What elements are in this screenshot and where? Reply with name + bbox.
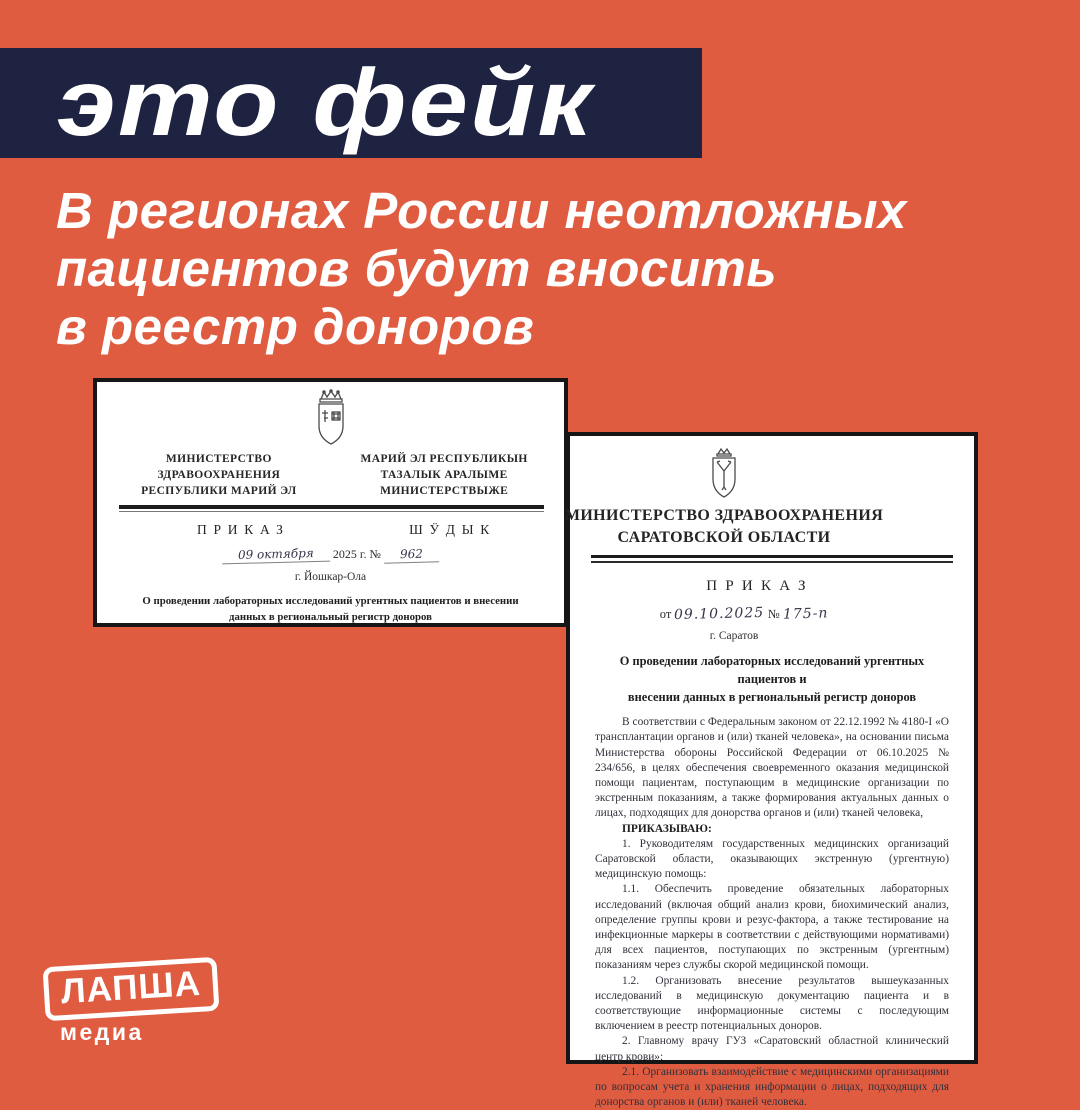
handwritten-order-number: 175-п — [782, 605, 829, 623]
mari-el-coat-of-arms-icon — [308, 388, 354, 448]
header-divider-rule — [119, 505, 544, 512]
order-date-line — [567, 606, 921, 622]
ministry-name-russian: МИНИСТЕРСТВО ЗДРАВООХРАНЕНИЯ РЕСПУБЛИКИ МАРИЙ ЭЛ — [141, 453, 297, 498]
doc-header-columns — [97, 448, 564, 499]
city-line: г. Саратов — [709, 630, 759, 643]
saratov-coat-of-arms-icon — [704, 447, 744, 503]
fake-verdict-banner — [0, 48, 702, 158]
date-prefix: от — [659, 607, 672, 622]
order-item-2-1: 2.1. Организовать взаимодействие с медицинскими организациями по вопросам учета и хранения информации о лицах, подходящих для донорства органов и (или) тканей человека. — [595, 1065, 949, 1109]
document-card-saratov — [564, 432, 978, 1109]
order-item-1-1: 1.1. Обеспечить проведение обязательных лабораторных исследований (включая общий анализ крови, биохимический анализ, определение группы крови и резус-фактора, а также тестирование на инфекционные маркеры в соответствии с действующими нормативами) для всех пациентов, поступающих по экстренным (ургентным) показаниям через службы скорой медицинской помощи. — [595, 883, 949, 972]
handwritten-date: 09.10.2025 — [674, 605, 765, 624]
order-subject: О проведении лабораторных исследований ургентных пациентов и внесении данных в региональный регистр доноров — [619, 654, 925, 705]
header-divider-rule — [591, 555, 953, 563]
printed-date-part: 2025 г. № — [332, 547, 381, 562]
order-title-mari: ШӰДЫК — [409, 522, 496, 538]
fake-verdict-label: это фейк — [57, 49, 594, 156]
resolution-heading: ПРИКАЗЫВАЮ: — [622, 822, 712, 835]
logo-subtitle: медиа — [60, 1019, 144, 1045]
order-body — [595, 715, 949, 1110]
order-subject: О проведении лабораторных исследований ургентных пациентов и внесении данных в региональный регистр доноров — [142, 595, 519, 624]
handwritten-order-number: 962 — [384, 547, 439, 564]
order-title: ПРИКАЗ — [706, 578, 814, 595]
order-item-1-2: 1.2. Организовать внесение результатов вышеуказанных исследований в медицинскую документацию пациента и в соответствующие информационные системы с последующим включением в реестр потенциальных доноров. — [595, 974, 949, 1033]
headline-line-1: В регионах России неотложных — [56, 182, 907, 239]
headline-line-2: пациентов будут вносить — [56, 240, 778, 297]
order-item-1: 1. Руководителям государственных медицинских организаций Саратовской области, оказывающих экстренную (ургентную) медицинскую помощь: — [595, 837, 949, 881]
document-card-mari-el — [93, 378, 568, 627]
order-title-row — [97, 512, 564, 538]
order-date-line — [97, 547, 564, 563]
city-line: г. Йошкар-Ола — [294, 571, 367, 584]
ministry-name: МИНИСТЕРСТВО ЗДРАВООХРАНЕНИЯ САРАТОВСКОЙ ОБЛАСТИ — [564, 507, 884, 546]
logo-stamp-frame — [43, 957, 220, 1022]
order-title-russian: ПРИКАЗ — [197, 522, 290, 538]
number-sign: № — [767, 607, 780, 622]
post-headline — [56, 182, 1036, 356]
lapsha-media-logo — [44, 962, 218, 1046]
handwritten-date: 09 октября — [222, 546, 330, 565]
headline-line-3: в реестр доноров — [56, 298, 535, 355]
preamble-paragraph: В соответствии с Федеральным законом от 22.12.1992 № 4180-I «О трансплантации органов и (или) тканей человека», на основании письма Министерства обороны Российской Федерации от 06.10.2025 № 234/656, в целях обеспечения своевременного оказания медицинской помощи пациентам, поступающим в медицинские организации по экстренным показаниям, а также формирования актуальных данных о лицах, подходящих для донорства органов и (или) тканей человека, — [595, 716, 949, 820]
ministry-name-mari: МАРИЙ ЭЛ РЕСПУБЛИКЫН ТАЗАЛЫК АРАЛЫМЕ МИНИСТЕРСТВЫЖЕ — [360, 453, 528, 498]
logo-title: ЛАПША — [59, 963, 202, 1012]
order-item-2: 2. Главному врачу ГУЗ «Саратовский областной клинический центр крови»: — [595, 1035, 949, 1063]
